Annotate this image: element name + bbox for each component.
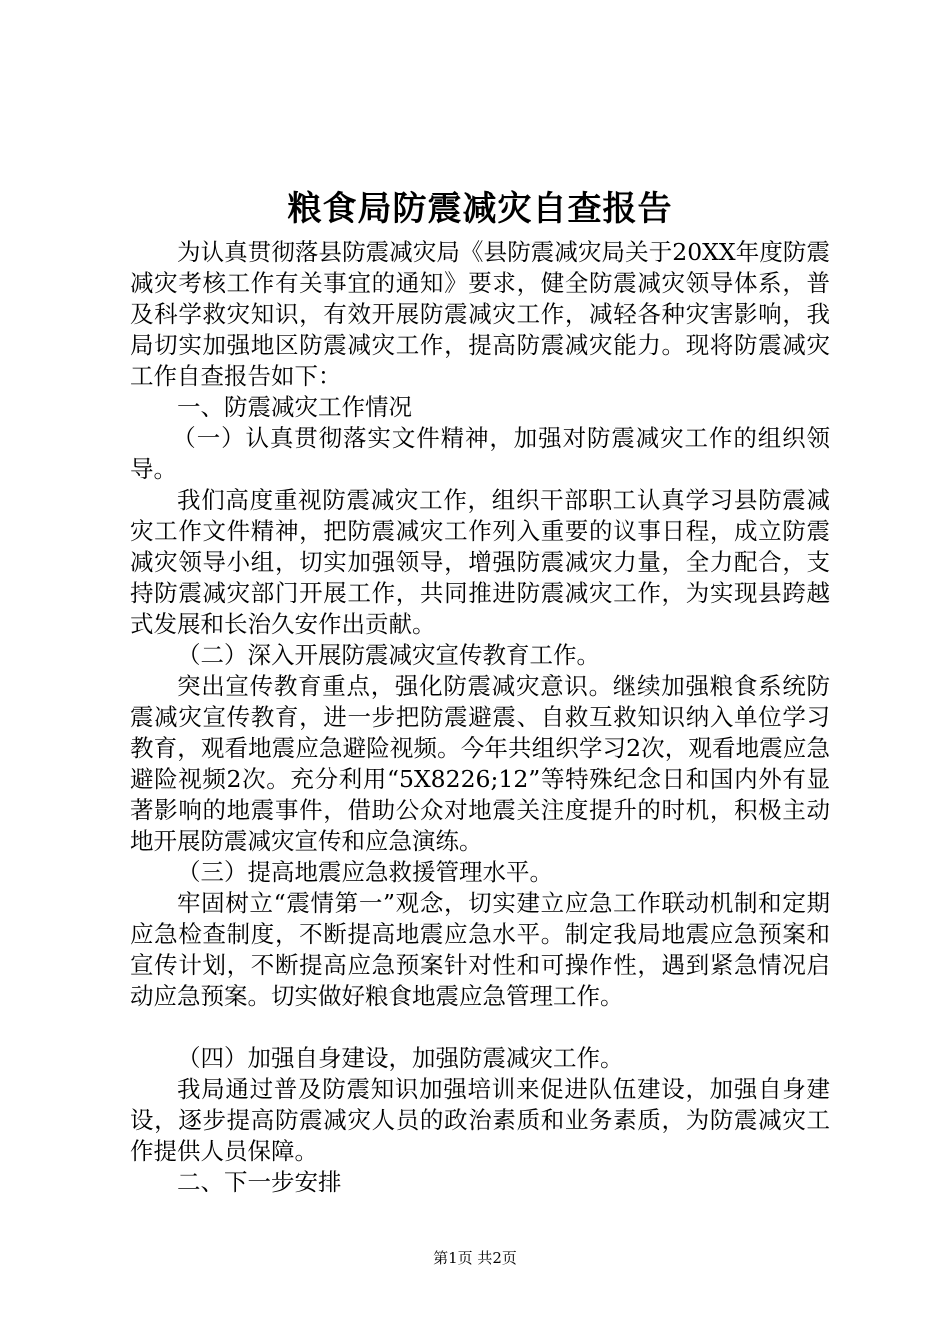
body-paragraph-3: 牢固树立“震情第一”观念，切实建立应急工作联动机制和定期应急检查制度，不断提高地震应急水平。制定我局地震应急预案和宣传计划，不断提高应急预案针对性和可操作性，遇到紧急情况启动应急预案。切实做好粮食地震应急管理工作。: [130, 889, 830, 1010]
page-footer: 第1页 共2页: [433, 1249, 517, 1267]
document-title: 粮食局防震减灾自查报告: [287, 189, 673, 229]
body-paragraph-4: 我局通过普及防震知识加强培训来促进队伍建设，加强自身建设，逐步提高防震减灾人员的政治素质和业务素质，为防震减灾工作提供人员保障。: [130, 1075, 830, 1165]
intro-paragraph: 为认真贯彻落县防震减灾局《县防震减灾局关于20XX年度防震减灾考核工作有关事宜的通知》要求，健全防震减灾领导体系，普及科学救灾知识，有效开展防震减灾工作，减轻各种灾害影响，我局切实加强地区防震减灾工作，提高防震减灾能力。现将防震减灾工作自查报告如下：: [130, 238, 830, 390]
paragraph-gap: [130, 1012, 830, 1043]
subsection-heading-2: （二）深入开展防震减灾宣传教育工作。: [177, 641, 600, 669]
section-heading-2: 二、下一步安排: [177, 1168, 342, 1196]
body-paragraph-1: 我们高度重视防震减灾工作，组织干部职工认真学习县防震减灾工作文件精神，把防震减灾工作列入重要的议事日程，成立防震减灾领导小组，切实加强领导，增强防震减灾力量，全力配合，支持防震减灾部门开展工作，共同推进防震减灾工作，为实现县跨越式发展和长治久安作出贡献。: [130, 486, 830, 638]
section-heading-1: 一、防震减灾工作情况: [177, 393, 412, 421]
subsection-heading-4: （四）加强自身建设，加强防震减灾工作。: [177, 1044, 624, 1072]
subsection-heading-3: （三）提高地震应急救援管理水平。: [177, 858, 553, 886]
subsection-heading-1: （一）认真贯彻落实文件精神，加强对防震减灾工作的组织领导。: [130, 424, 830, 483]
body-paragraph-2: 突出宣传教育重点，强化防震减灾意识。继续加强粮食系统防震减灾宣传教育，进一步把防震避震、自救互救知识纳入单位学习教育，观看地震应急避险视频。今年共组织学习2次，观看地震应急避险视频2次。充分利用“5X8226;12”等特殊纪念日和国内外有显著影响的地震事件，借助公众对地震关注度提升的时机，积极主动地开展防震减灾宣传和应急演练。: [130, 672, 830, 855]
document-page: [130, 185, 830, 1198]
